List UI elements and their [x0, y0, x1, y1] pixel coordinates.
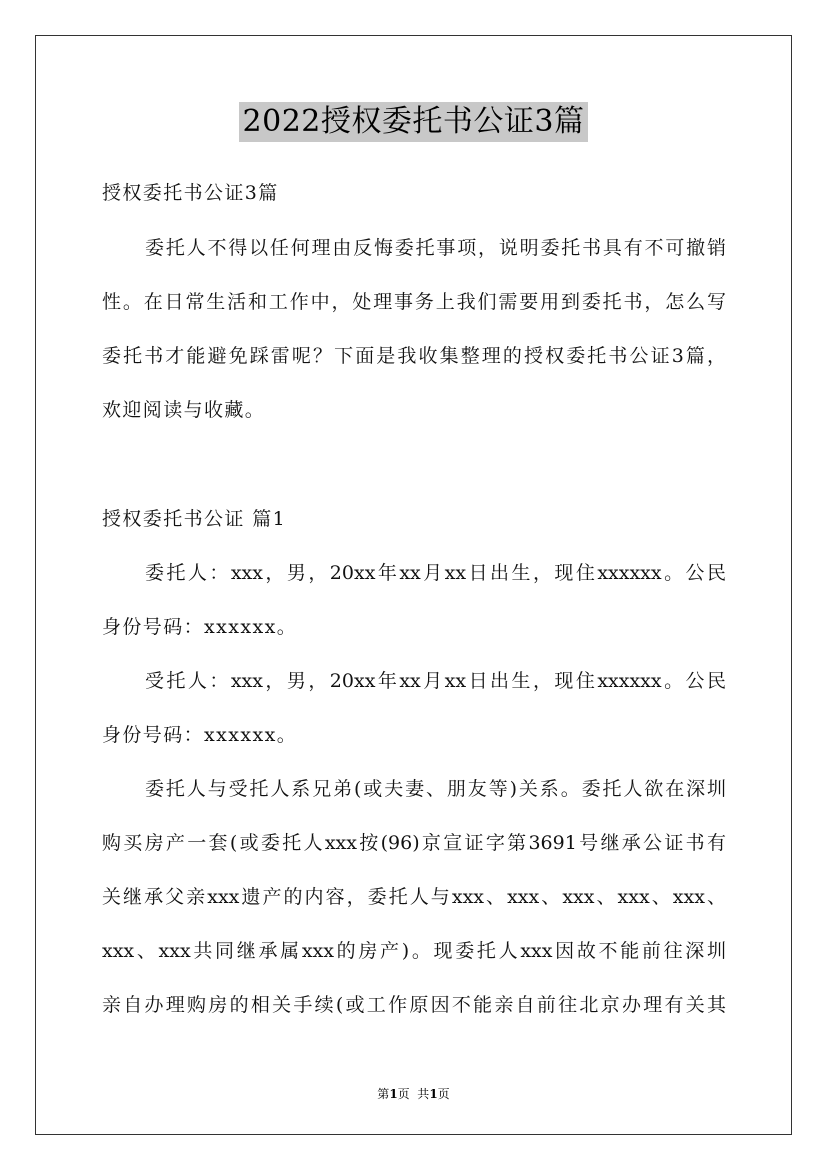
document-subtitle: 授权委托书公证3篇 — [102, 182, 279, 204]
page-footer — [0, 1085, 827, 1102]
intro-line: 性。在日常生活和工作中，处理事务上我们需要用到委托书，怎么写 — [102, 291, 726, 313]
body-line: 亲自办理购房的相关手续(或工作原因不能亲自前往北京办理有关其 — [102, 994, 726, 1016]
title-container — [0, 102, 827, 142]
body-line: xxx、xxx共同继承属xxx的房产)。现委托人xxx因故不能前往深圳 — [102, 940, 726, 962]
body-line: 委托人：xxx，男，20xx年xx月xx日出生，现住xxxxxx。公民 — [145, 562, 726, 584]
body-line: 委托人与受托人系兄弟(或夫妻、朋友等)关系。委托人欲在深圳 — [145, 778, 726, 800]
body-line: 受托人：xxx，男，20xx年xx月xx日出生，现住xxxxxx。公民 — [145, 670, 726, 692]
intro-line: 欢迎阅读与收藏。 — [102, 399, 266, 421]
footer-mid: 页 共 — [397, 1087, 430, 1101]
current-page-number: 1 — [389, 1087, 398, 1101]
body-line: 购买房产一套(或委托人xxx按(96)京宣证字第3691号继承公证书有 — [102, 832, 726, 854]
document-title: 2022授权委托书公证3篇 — [239, 102, 589, 142]
total-pages-number: 1 — [429, 1087, 438, 1101]
section-heading: 授权委托书公证 篇1 — [102, 508, 287, 530]
body-line: 关继承父亲xxx遗产的内容，委托人与xxx、xxx、xxx、xxx、xxx、 — [102, 886, 726, 908]
footer-prefix: 第 — [377, 1087, 390, 1101]
footer-suffix: 页 — [437, 1087, 450, 1101]
intro-line: 委托人不得以任何理由反悔委托事项，说明委托书具有不可撤销 — [145, 237, 726, 259]
body-line: 身份号码：xxxxxx。 — [102, 724, 298, 746]
body-line: 身份号码：xxxxxx。 — [102, 616, 298, 638]
intro-line: 委托书才能避免踩雷呢？下面是我收集整理的授权委托书公证3篇， — [102, 345, 726, 367]
